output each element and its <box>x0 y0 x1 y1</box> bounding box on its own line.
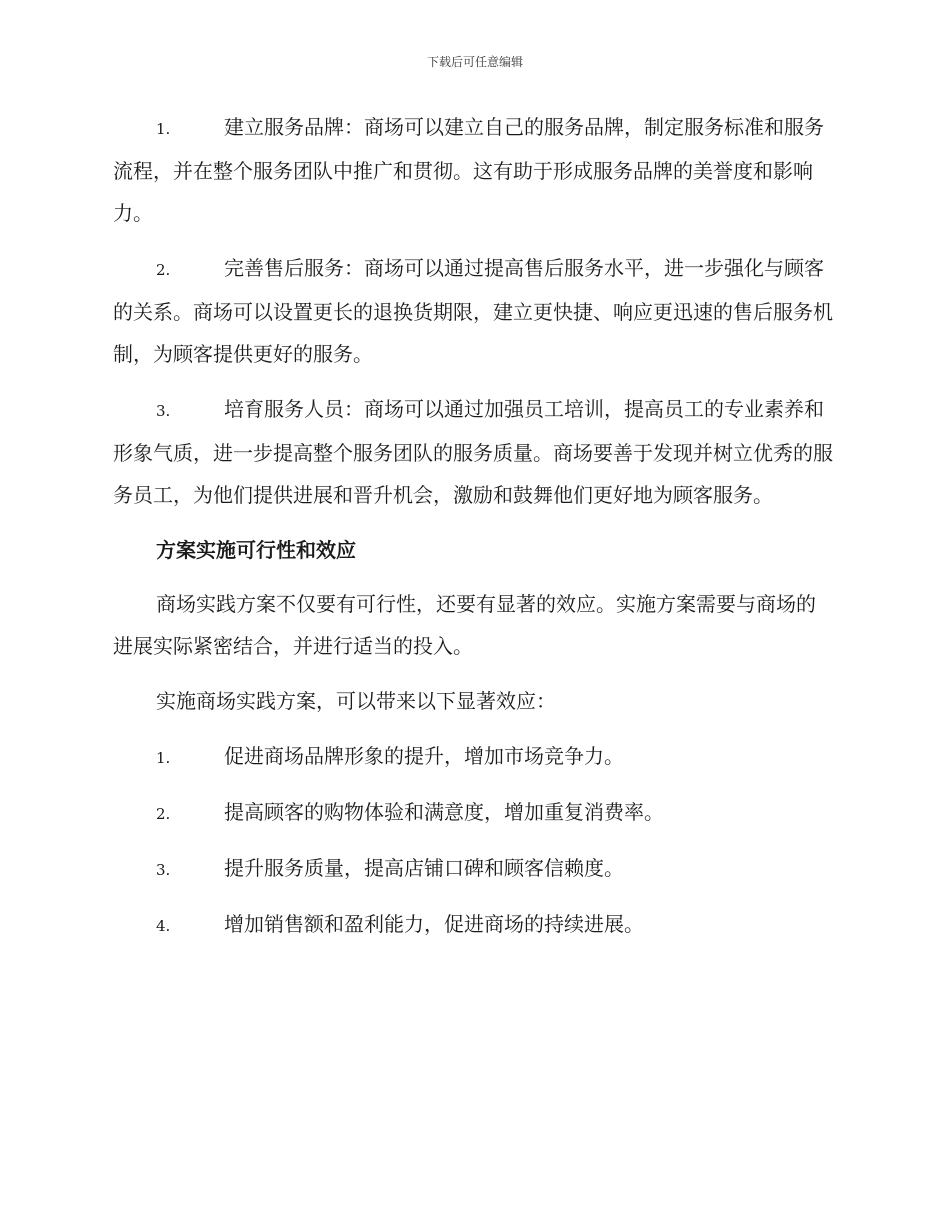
list-number: 1. <box>156 749 171 767</box>
list-text: 培育服务人员：商场可以通过加强员工培训，提高员工的专业素养和形象气质，进一步提高整个服务团队的服务质量。商场要善于发现并树立优秀的服务员工，为他们提供进展和晋升机会，激励和鼓舞他们更好地为顾客服务。 <box>113 397 833 507</box>
list-text: 完善售后服务：商场可以通过提高售后服务水平，进一步强化与顾客的关系。商场可以设置更长的退换货期限，建立更快捷、响应更迅速的售后服务机制，为顾客提供更好的服务。 <box>113 256 833 366</box>
section-heading: 方案实施可行性和效应 <box>156 538 356 562</box>
list-text: 建立服务品牌：商场可以建立自己的服务品牌，制定服务标准和服务流程，并在整个服务团队中推广和贯彻。这有助于形成服务品牌的美誉度和影响力。 <box>113 115 824 225</box>
list-item-effect-4 <box>113 903 833 947</box>
paragraph-feasibility: 商场实践方案不仅要有可行性，还要有显著的效应。实施方案需要与商场的进展实际紧密结合，并进行适当的投入。 <box>113 592 816 658</box>
list-text: 提升服务质量，提高店铺口碑和顾客信赖度。 <box>224 856 624 880</box>
list-item-effect-3 <box>113 847 833 891</box>
list-text: 增加销售额和盈利能力，促进商场的持续进展。 <box>224 912 644 936</box>
list-text: 提高顾客的购物体验和满意度，增加重复消费率。 <box>224 800 664 824</box>
list-item-staff-training <box>113 388 833 516</box>
list-item-effect-2 <box>113 791 833 835</box>
list-item-service-brand <box>113 106 833 234</box>
list-number: 4. <box>156 917 171 935</box>
page-header: 下载后可任意编辑 <box>426 55 523 69</box>
list-text: 促进商场品牌形象的提升，增加市场竞争力。 <box>224 744 624 768</box>
list-number: 1. <box>156 120 171 138</box>
list-number: 3. <box>156 861 171 879</box>
list-number: 2. <box>156 261 171 279</box>
list-number: 2. <box>156 805 171 823</box>
list-item-after-sales <box>113 247 833 375</box>
paragraph-effects-intro: 实施商场实践方案，可以带来以下显著效应： <box>156 689 556 713</box>
list-item-effect-1 <box>113 735 833 779</box>
list-number: 3. <box>156 402 171 420</box>
document-body <box>113 106 833 959</box>
